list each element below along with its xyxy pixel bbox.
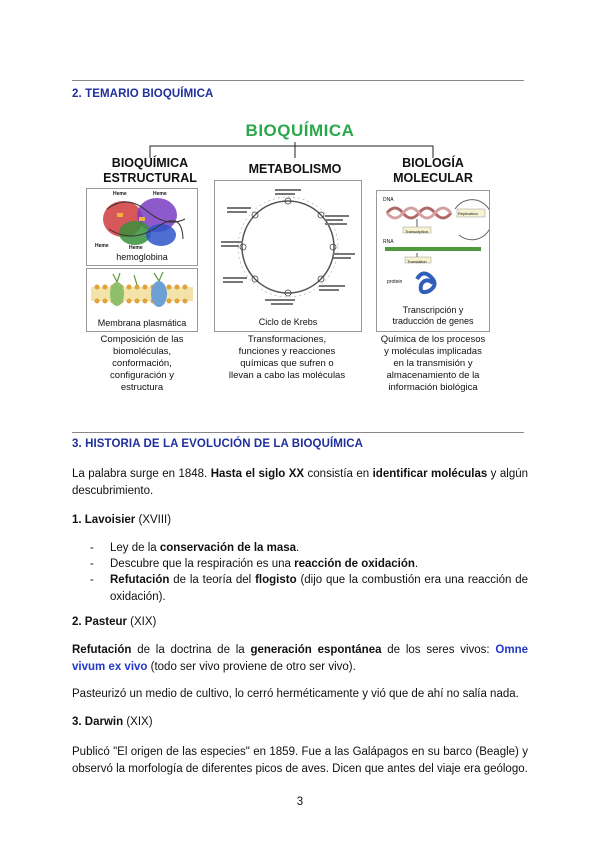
list-item: - Refutación de la teoría del flogisto (dijo que la combustión era una reacción de oxidación). (90, 574, 528, 603)
translation-label: Translation (407, 259, 427, 264)
heading-molecular: BIOLOGÍA MOLECULAR (393, 156, 473, 185)
molecular-description: Química de los procesos y moléculas implicadas en la transmisión y almacenamiento de la información biológica (380, 334, 486, 393)
dna-label: DNA (383, 197, 394, 203)
section-heading-historia: 3. HISTORIA DE LA EVOLUCIÓN DE LA BIOQUÍMICA (72, 438, 364, 450)
section-heading-temario: 2. TEMARIO BIOQUÍMICA (72, 88, 214, 100)
intro-paragraph: La palabra surge en 1848. Hasta el siglo XX consistía en identificar moléculas y algún descubrimiento. (72, 468, 529, 497)
molecular-caption: Transcripción y traducción de genes (392, 305, 474, 326)
replication-label: Replication (458, 211, 478, 216)
krebs-cycle-image (215, 181, 361, 317)
heading-estructural: BIOQUÍMICA ESTRUCTURAL (103, 156, 197, 185)
krebs-caption: Ciclo de Krebs (258, 317, 318, 327)
dna-rna-protein-image (377, 191, 489, 303)
section3-divider (72, 432, 524, 433)
list-item: - Descubre que la respiración es una reacción de oxidación. (90, 558, 419, 570)
page-number: 3 (296, 796, 304, 808)
pasteur-paragraph: Refutación de la doctrina de la generación espontánea de los seres vivos: Omne vivum ex vivo (todo ser vivo proviene de otro ser vivo). (72, 644, 528, 673)
protein-label: protein (387, 279, 403, 285)
membrane-box (86, 268, 198, 332)
hemoglobin-image (87, 189, 197, 251)
estructural-description: Composición de las biomoléculas, conformación, configuración y estructura (100, 334, 184, 393)
pasteur-paragraph-2: Pasteurizó un medio de cultivo, lo cerró herméticamente y vió que de ahí no salía nada. (72, 688, 519, 700)
pasteur-heading: 2. Pasteur (XIX) (72, 616, 157, 628)
heme-label-3: Heme (95, 243, 109, 249)
heme-label-2: Heme (153, 191, 167, 197)
heme-label-1: Heme (113, 191, 127, 197)
metabolismo-description: Transformaciones, funciones y reacciones químicas que sufren o llevan a cabo las moléculas (228, 334, 346, 381)
transcription-label: Transcription (405, 229, 428, 234)
molecular-box (376, 190, 490, 332)
hemoglobin-box (86, 188, 198, 266)
list-item: - Ley de la conservación de la masa. (90, 542, 300, 554)
rna-label: RNA (383, 239, 394, 245)
heading-metabolismo: METABOLISMO (248, 162, 342, 176)
membrane-image (87, 269, 197, 317)
membrane-caption: Membrana plasmática (97, 318, 187, 328)
darwin-heading: 3. Darwin (XIX) (72, 716, 153, 728)
diagram-title: BIOQUÍMICA (245, 121, 355, 140)
latin-phrase: Omne vivum ex vivo (72, 644, 528, 673)
krebs-box (214, 180, 362, 332)
hemoglobin-caption: hemoglobina (116, 252, 168, 262)
heme-label-4: Heme (129, 245, 143, 251)
top-divider (72, 80, 524, 81)
darwin-paragraph: Publicó "El origen de las especies" en 1859. Fue a las Galápagos en su barco (Beagle) y observó la morfología de diferentes picos de aves. Dicen que antes del viaje era geólogo. (72, 746, 528, 775)
lavoisier-heading: 1. Lavoisier (XVIII) (72, 514, 172, 526)
